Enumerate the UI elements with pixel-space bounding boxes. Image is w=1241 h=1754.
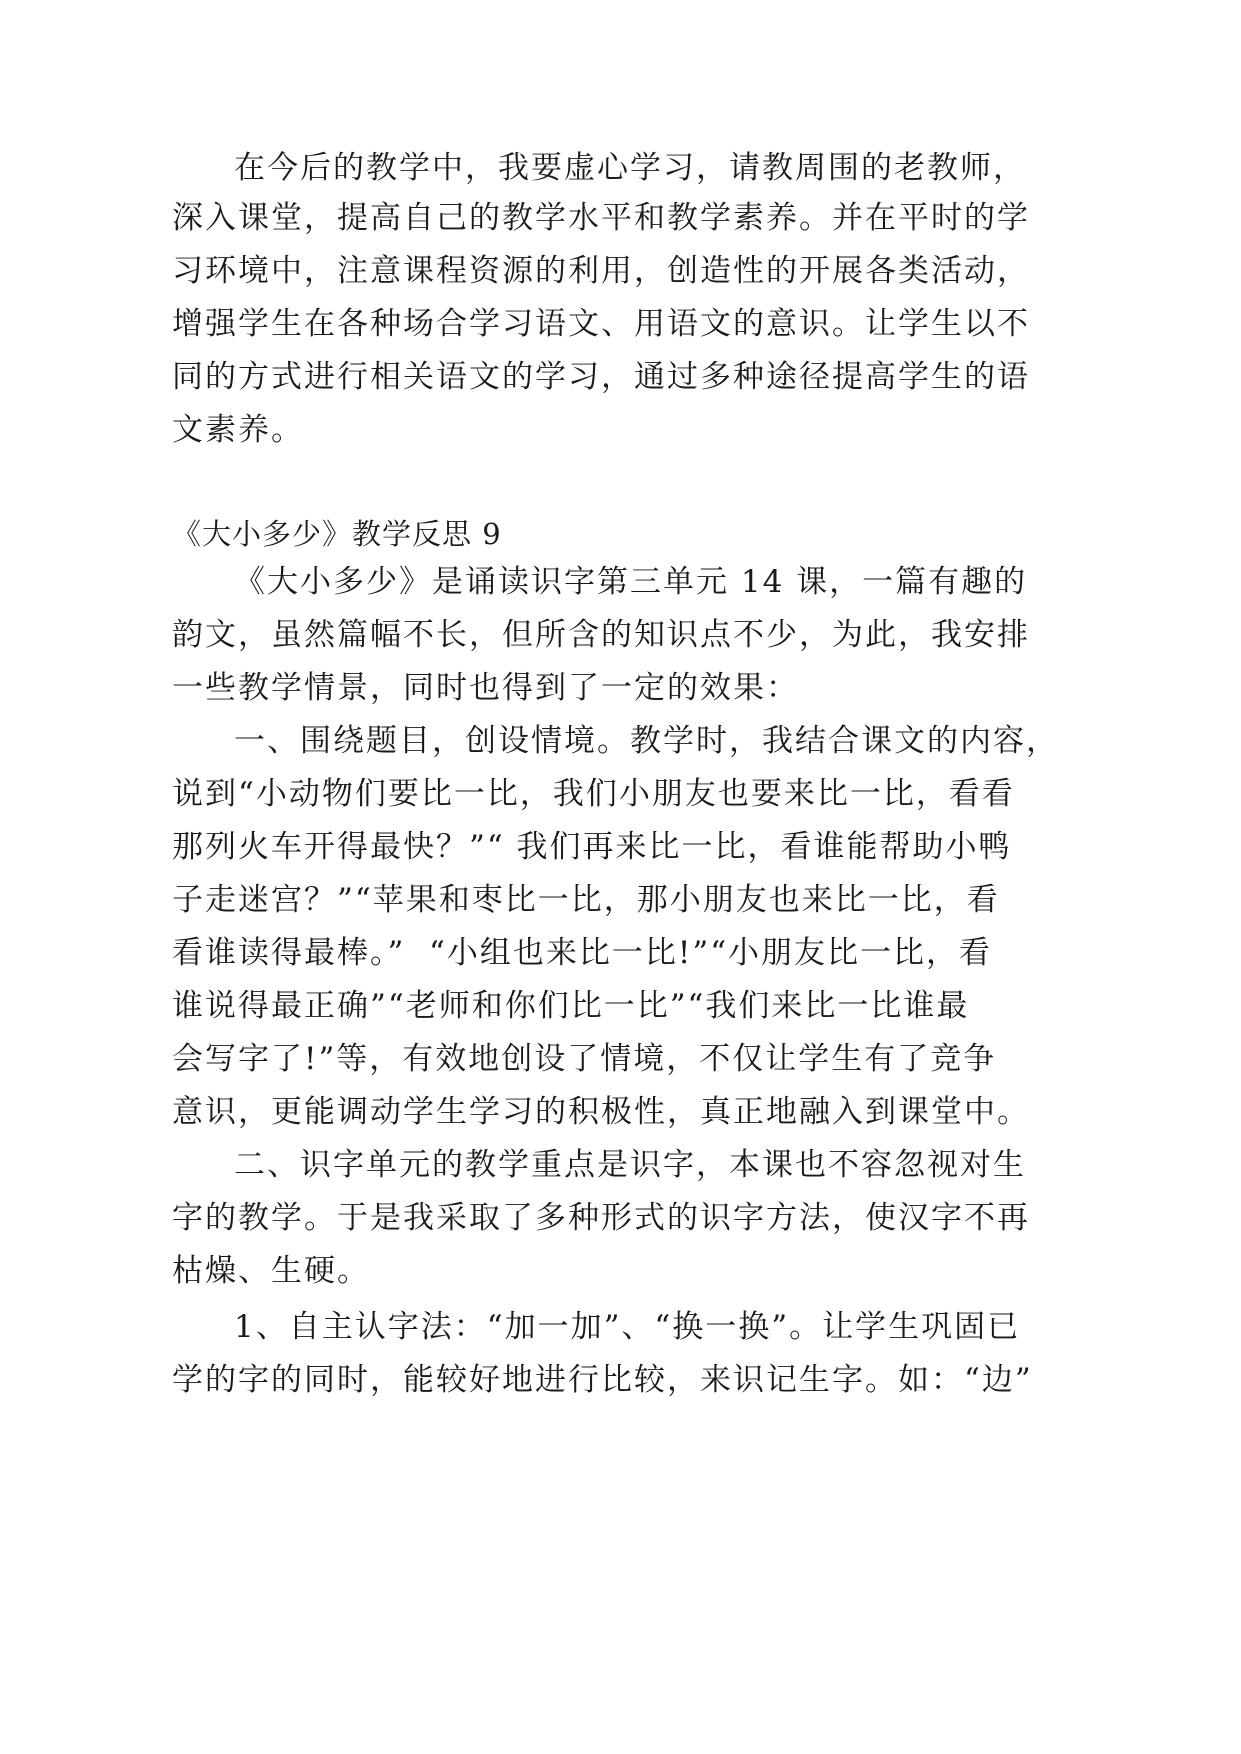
paragraph-1-line-5: 同的方式进行相关语文的学习，通过多种途径提高学生的语	[172, 359, 1030, 395]
paragraph-1-line-1: 在今后的教学中，我要虚心学习，请教周围的老教师，	[234, 150, 1026, 186]
paragraph-2-line-1: 《大小多少》是诵读识字第三单元 14 课，一篇有趣的	[234, 564, 1028, 600]
section-title: 《大小多少》教学反思 9	[172, 517, 502, 551]
paragraph-3-line-4: 子走迷宫？”“苹果和枣比一比，那小朋友也来比一比，看	[172, 882, 1000, 918]
paragraph-1-line-3: 习环境中，注意课程资源的利用，创造性的开展各类活动，	[172, 253, 1030, 289]
paragraph-4-line-1: 二、识字单元的教学重点是识字，本课也不容忽视对生	[234, 1147, 1026, 1183]
paragraph-3-line-3: 那列火车开得最快？”“ 我们再来比一比，看谁能帮助小鸭	[172, 829, 1012, 865]
paragraph-1-line-6: 文素养。	[172, 412, 304, 448]
paragraph-1-line-4: 增强学生在各种场合学习语文、用语文的意识。让学生以不	[172, 306, 1030, 342]
paragraph-3-line-7: 会写字了!”等，有效地创设了情境，不仅让学生有了竞争	[172, 1041, 997, 1077]
paragraph-3-line-1: 一、围绕题目，创设情境。教学时，我结合课文的内容，	[234, 723, 1059, 759]
paragraph-1-line-2: 深入课堂，提高自己的教学水平和教学素养。并在平时的学	[172, 200, 1030, 236]
paragraph-5-line-1: 1、自主认字法：“加一加”、“换一换”。让学生巩固已	[234, 1309, 1021, 1345]
paragraph-3-line-6: 谁说得最正确”“老师和你们比一比”“我们来比一比谁最	[172, 988, 970, 1024]
paragraph-5-line-2: 学的字的同时，能较好地进行比较，来识记生字。如：“边”	[172, 1362, 1033, 1398]
paragraph-3-line-8: 意识，更能调动学生学习的积极性，真正地融入到课堂中。	[172, 1094, 1030, 1130]
paragraph-3-line-5: 看谁读得最棒。” “小组也来比一比!”“小朋友比一比，看	[172, 935, 993, 971]
paragraph-4-line-3: 枯燥、生硬。	[172, 1253, 370, 1289]
paragraph-3-line-2: 说到“小动物们要比一比，我们小朋友也要来比一比，看看	[172, 776, 1015, 812]
paragraph-2-line-3: 一些教学情景，同时也得到了一定的效果：	[172, 670, 799, 706]
paragraph-4-line-2: 字的教学。于是我采取了多种形式的识字方法，使汉字不再	[172, 1200, 1030, 1236]
paragraph-2-line-2: 韵文，虽然篇幅不长，但所含的知识点不少，为此，我安排	[172, 617, 1030, 653]
